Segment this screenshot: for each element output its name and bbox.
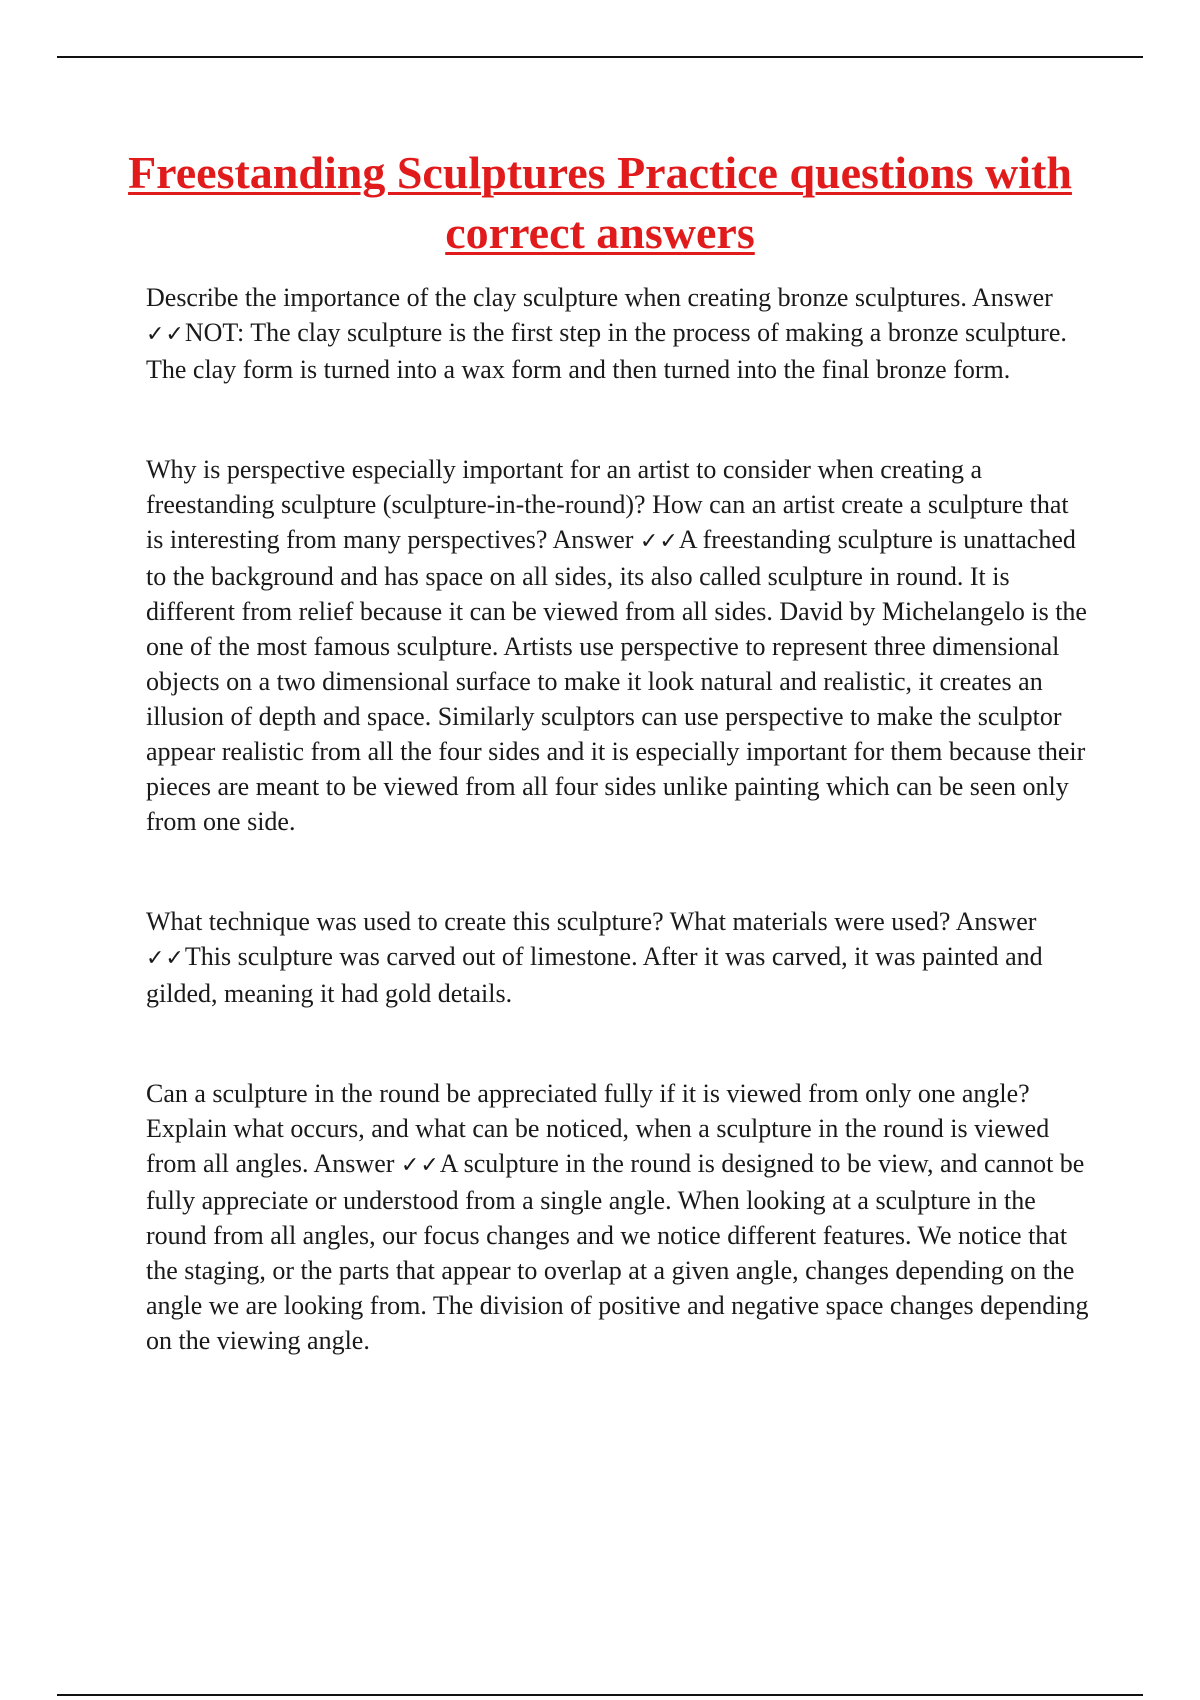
answer-text: A freestanding sculpture is unattached to the background and has space on all sides, its also called sculpture in round. It is different from relief because it can be viewed from all sides. David by Michelangelo is the one of the most famous sculpture. Artists use perspective to represent three dimensional objects on a two dimensional surface to make it look natural and realistic, it creates an illusion of depth and space. Similarly sculptors can use perspective to make the sculptor appear realistic from all the four sides and it is especially important for them because their pieces are meant to be viewed from all four sides unlike painting which can be seen only from one side.	[146, 525, 1087, 836]
answer-text: This sculpture was carved out of limestone. After it was carved, it was painted and gilded, meaning it had gold details.	[146, 942, 1043, 1008]
answer-label: Answer	[552, 525, 634, 554]
qa-item	[146, 280, 1091, 387]
check-icon: ✓✓	[146, 322, 185, 347]
answer-text: NOT: The clay sculpture is the first step in the process of making a bronze sculpture. The clay form is turned into a wax form and then turned into the final bronze form.	[146, 318, 1067, 384]
qa-item	[146, 1076, 1091, 1358]
question-text: Can a sculpture in the round be appreciated fully if it is viewed from only one angle? Explain what occurs, and what can be noticed, when a sculpture in the round is viewed from all angles.	[146, 1079, 1050, 1178]
bottom-rule	[57, 1694, 1143, 1696]
answer-label: Answer	[313, 1149, 395, 1178]
answer-label: Answer	[955, 907, 1037, 936]
check-icon: ✓✓	[146, 946, 185, 971]
answer-label: Answer	[971, 283, 1053, 312]
answer-text: A sculpture in the round is designed to be view, and cannot be fully appreciate or understood from a single angle. When looking at a sculpture in the round from all angles, our focus changes and we notice different features. We notice that the staging, or the parts that appear to overlap at a given angle, changes depending on the angle we are looking from. The division of positive and negative space changes depending on the viewing angle.	[146, 1149, 1089, 1355]
check-icon: ✓✓	[400, 1153, 440, 1178]
document-title: Freestanding Sculptures Practice questions with correct answers	[128, 147, 1072, 258]
question-text: Why is perspective especially important for an artist to consider when creating a freestanding sculpture (sculpture-in-the-round)? How can an artist create a sculpture that is interesting from many perspectives?	[146, 455, 1069, 554]
check-icon: ✓✓	[639, 529, 679, 554]
question-text: Describe the importance of the clay sculpture when creating bronze sculptures.	[146, 283, 967, 312]
qa-list	[146, 280, 1091, 1358]
qa-item	[146, 904, 1091, 1011]
top-rule	[57, 56, 1143, 58]
qa-item	[146, 452, 1091, 839]
question-text: What technique was used to create this sculpture? What materials were used?	[146, 907, 951, 936]
